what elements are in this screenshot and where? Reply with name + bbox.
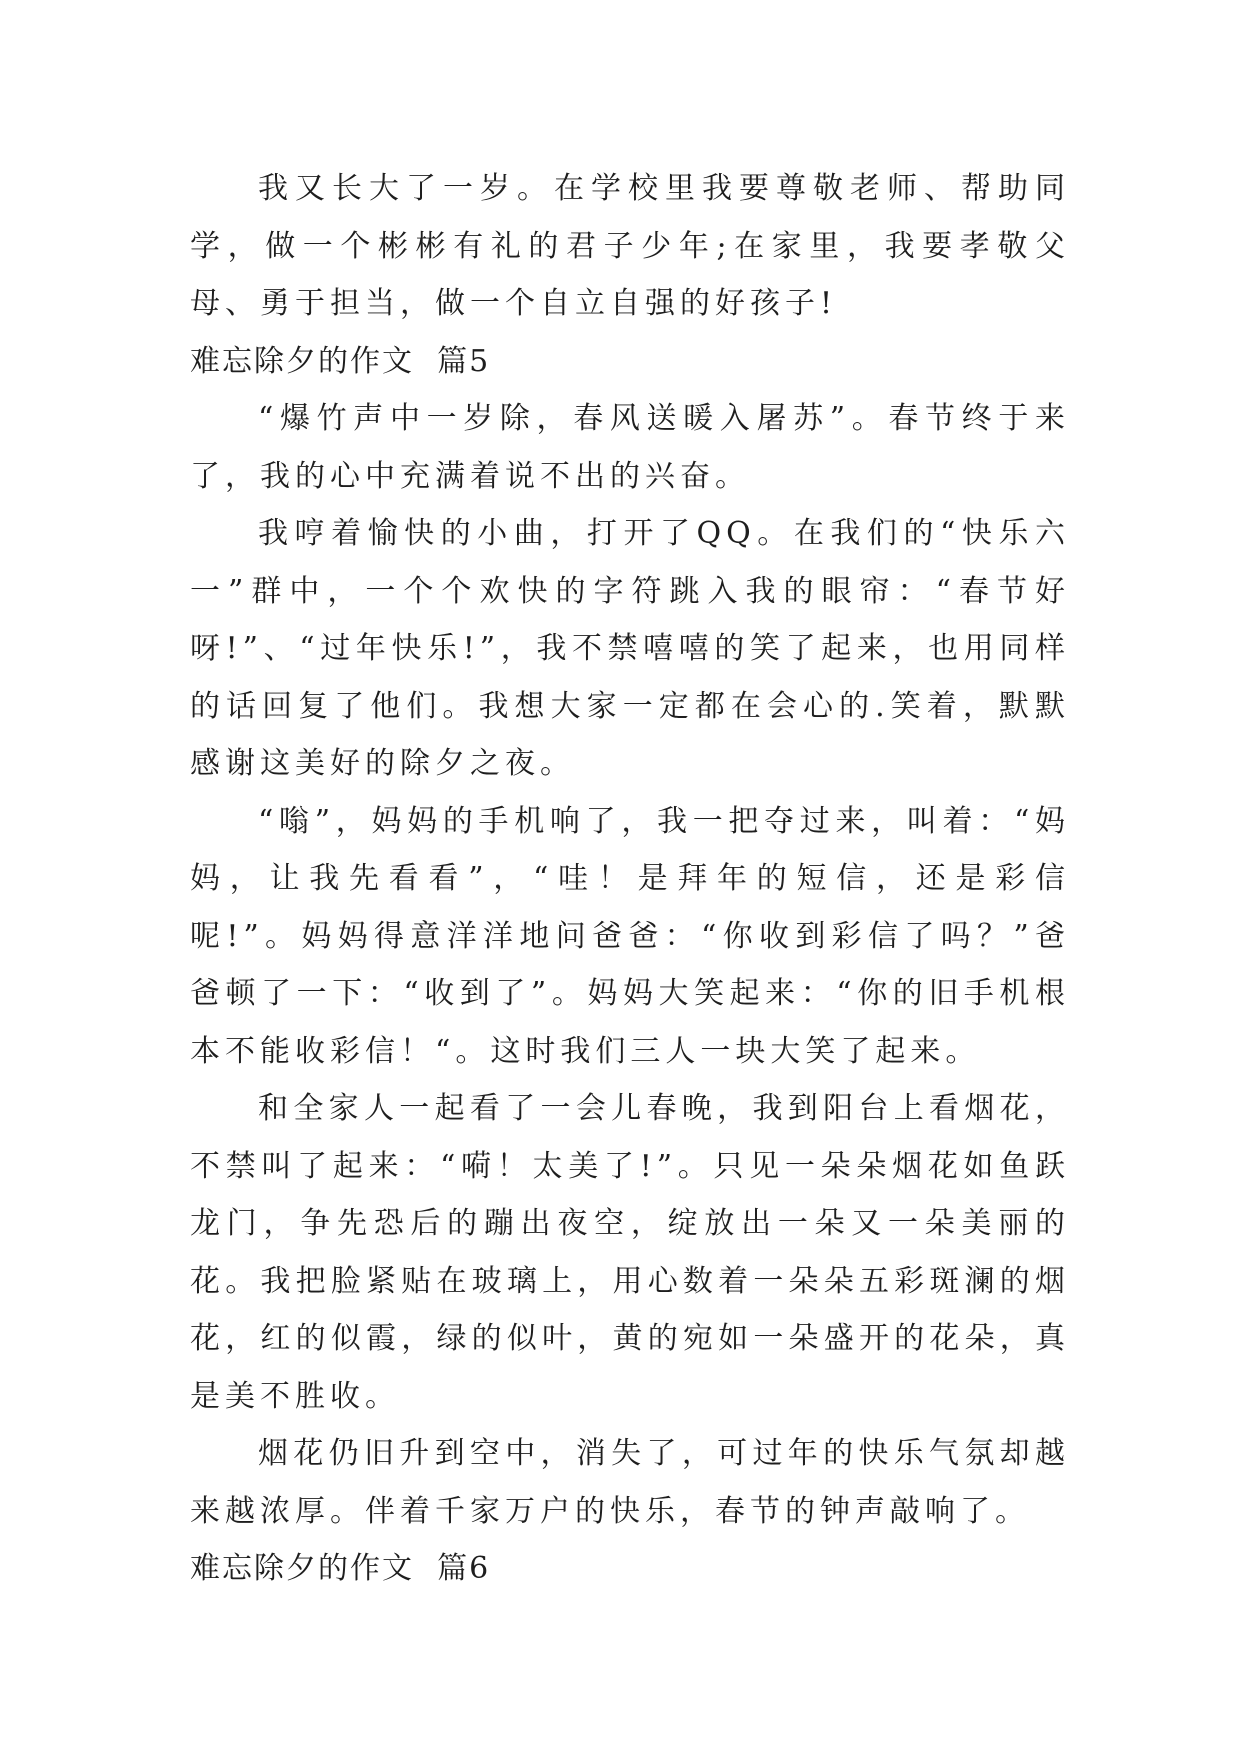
paragraph-fireworks: 和全家人一起看了一会儿春晚，我到阳台上看烟花，不禁叫了起来：“嗬！太美了!”。只见一朵朵烟花如鱼跃龙门，争先恐后的蹦出夜空，绽放出一朵又一朵美丽的花。我把脸紧贴在玻璃上，用心数着一朵朵五彩斑澜的烟花，红的似霞，绿的似叶，黄的宛如一朵盛开的花朵，真是美不胜收。 (190, 1091, 1070, 1414)
paragraph-firecrackers: “爆竹声中一岁除，春风送暖入屠苏”。春节终于来了，我的心中充满着说不出的兴奋。 (190, 401, 1070, 494)
section-heading-6: 难忘除夕的作文 篇6 (190, 1551, 491, 1586)
paragraph-new-year-bell: 烟花仍旧升到空中，消失了，可过年的快乐气氛却越来越浓厚。伴着千家万户的快乐，春节的钟声敲响了。 (190, 1436, 1070, 1529)
paragraph-growing-up: 我又长大了一岁。在学校里我要尊敬老师、帮助同学，做一个彬彬有礼的君子少年;在家里，我要孝敬父母、勇于担当，做一个自立自强的好孩子! (190, 171, 1070, 321)
document-body (190, 160, 1070, 1598)
paragraph-phone-message: “嗡”，妈妈的手机响了，我一把夺过来，叫着：“妈妈，让我先看看”，“哇！是拜年的短信，还是彩信呢!”。妈妈得意洋洋地问爸爸：“你收到彩信了吗？”爸爸顿了一下：“收到了”。妈妈大笑起来：“你的旧手机根本不能收彩信！“。这时我们三人一块大笑了起来。 (190, 803, 1070, 1069)
paragraph-qq-greetings: 我哼着愉快的小曲，打开了QQ。在我们的“快乐六一”群中，一个个欢快的字符跳入我的眼帘：“春节好呀!”、“过年快乐!”，我不禁嘻嘻的笑了起来，也用同样的话回复了他们。我想大家一定都在会心的.笑着，默默感谢这美好的除夕之夜。 (190, 516, 1070, 781)
section-heading-5: 难忘除夕的作文 篇5 (190, 343, 491, 379)
